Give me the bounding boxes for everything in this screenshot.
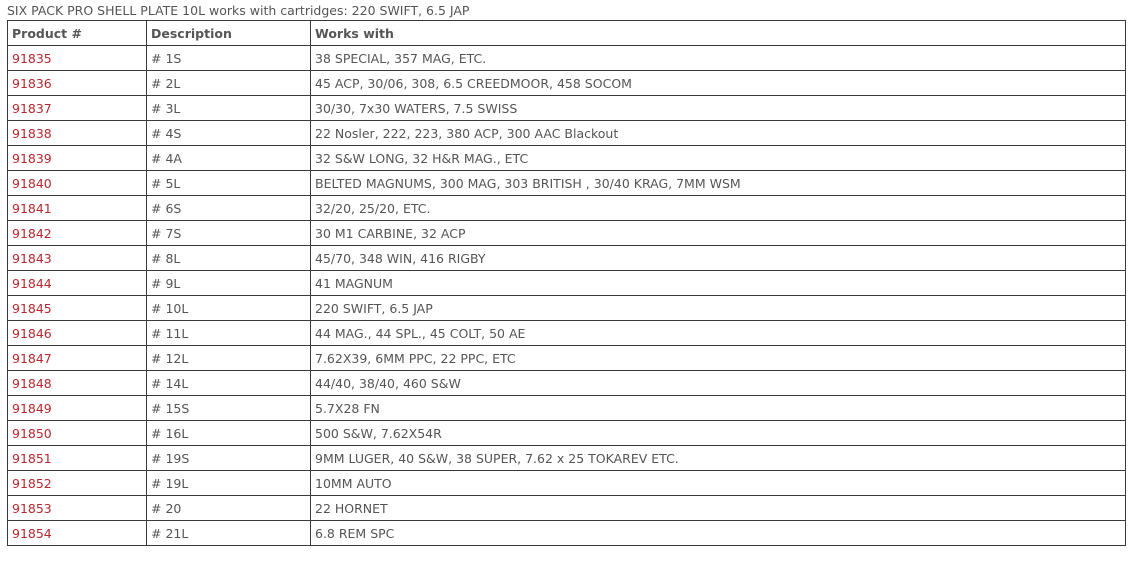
description-cell: # 15S <box>147 396 311 421</box>
product-number-link[interactable]: 91848 <box>12 375 52 391</box>
description-cell: # 10L <box>147 296 311 321</box>
product-number-cell <box>8 246 147 271</box>
description-cell: # 2L <box>147 71 311 96</box>
product-number-cell <box>8 221 147 246</box>
product-number-link[interactable]: 91851 <box>12 450 52 466</box>
works-with-cell: BELTED MAGNUMS, 300 MAG, 303 BRITISH , 30/40 KRAG, 7MM WSM <box>311 171 1126 196</box>
table-row <box>8 246 1126 271</box>
works-with-cell: 32 S&W LONG, 32 H&R MAG., ETC <box>311 146 1126 171</box>
product-number-cell <box>8 496 147 521</box>
works-with-cell: 22 Nosler, 222, 223, 380 ACP, 300 AAC Blackout <box>311 121 1126 146</box>
works-with-cell: 6.8 REM SPC <box>311 521 1126 546</box>
table-row <box>8 171 1126 196</box>
product-number-cell <box>8 271 147 296</box>
product-number-link[interactable]: 91852 <box>12 475 52 491</box>
shell-plate-table <box>7 20 1126 546</box>
table-row <box>8 46 1126 71</box>
description-cell: # 3L <box>147 96 311 121</box>
works-with-cell: 38 SPECIAL, 357 MAG, ETC. <box>311 46 1126 71</box>
table-row <box>8 421 1126 446</box>
description-cell: # 4S <box>147 121 311 146</box>
product-number-cell <box>8 346 147 371</box>
works-with-cell: 44 MAG., 44 SPL., 45 COLT, 50 AE <box>311 321 1126 346</box>
product-number-link[interactable]: 91841 <box>12 200 52 216</box>
table-body <box>8 46 1126 546</box>
product-number-link[interactable]: 91840 <box>12 175 52 191</box>
product-number-cell <box>8 296 147 321</box>
works-with-cell: 9MM LUGER, 40 S&W, 38 SUPER, 7.62 x 25 TOKAREV ETC. <box>311 446 1126 471</box>
works-with-cell: 22 HORNET <box>311 496 1126 521</box>
header-works-with: Works with <box>311 21 1126 46</box>
table-row <box>8 221 1126 246</box>
table-header <box>8 21 1126 46</box>
product-number-link[interactable]: 91847 <box>12 350 52 366</box>
product-number-cell <box>8 421 147 446</box>
works-with-cell: 500 S&W, 7.62X54R <box>311 421 1126 446</box>
description-cell: # 16L <box>147 421 311 446</box>
table-row <box>8 396 1126 421</box>
header-description: Description <box>147 21 311 46</box>
works-with-cell: 5.7X28 FN <box>311 396 1126 421</box>
product-number-link[interactable]: 91844 <box>12 275 52 291</box>
works-with-cell: 45/70, 348 WIN, 416 RIGBY <box>311 246 1126 271</box>
header-row <box>8 21 1126 46</box>
description-cell: # 21L <box>147 521 311 546</box>
description-cell: # 14L <box>147 371 311 396</box>
product-number-link[interactable]: 91849 <box>12 400 52 416</box>
table-row <box>8 96 1126 121</box>
table-row <box>8 446 1126 471</box>
description-cell: # 6S <box>147 196 311 221</box>
product-number-cell <box>8 71 147 96</box>
works-with-cell: 7.62X39, 6MM PPC, 22 PPC, ETC <box>311 346 1126 371</box>
product-number-link[interactable]: 91843 <box>12 250 52 266</box>
product-number-link[interactable]: 91845 <box>12 300 52 316</box>
product-number-cell <box>8 46 147 71</box>
table-row <box>8 321 1126 346</box>
product-number-cell <box>8 196 147 221</box>
product-number-link[interactable]: 91842 <box>12 225 52 241</box>
shell-plate-section <box>7 0 1125 546</box>
description-cell: # 4A <box>147 146 311 171</box>
product-number-link[interactable]: 91838 <box>12 125 52 141</box>
header-product-number: Product # <box>8 21 147 46</box>
product-number-link[interactable]: 91850 <box>12 425 52 441</box>
table-row <box>8 296 1126 321</box>
table-row <box>8 346 1126 371</box>
description-cell: # 19L <box>147 471 311 496</box>
description-cell: # 9L <box>147 271 311 296</box>
description-cell: # 5L <box>147 171 311 196</box>
works-with-cell: 44/40, 38/40, 460 S&W <box>311 371 1126 396</box>
table-row <box>8 121 1126 146</box>
table-row <box>8 71 1126 96</box>
works-with-cell: 30/30, 7x30 WATERS, 7.5 SWISS <box>311 96 1126 121</box>
table-row <box>8 271 1126 296</box>
table-row <box>8 146 1126 171</box>
product-number-cell <box>8 521 147 546</box>
product-number-cell <box>8 446 147 471</box>
table-row <box>8 521 1126 546</box>
product-number-cell <box>8 171 147 196</box>
description-cell: # 20 <box>147 496 311 521</box>
product-number-link[interactable]: 91846 <box>12 325 52 341</box>
works-with-cell: 45 ACP, 30/06, 308, 6.5 CREEDMOOR, 458 SOCOM <box>311 71 1126 96</box>
description-cell: # 11L <box>147 321 311 346</box>
product-number-cell <box>8 321 147 346</box>
description-cell: # 1S <box>147 46 311 71</box>
works-with-cell: 10MM AUTO <box>311 471 1126 496</box>
description-cell: # 7S <box>147 221 311 246</box>
table-row <box>8 496 1126 521</box>
description-cell: # 8L <box>147 246 311 271</box>
table-row <box>8 471 1126 496</box>
description-cell: # 12L <box>147 346 311 371</box>
product-number-cell <box>8 471 147 496</box>
product-number-link[interactable]: 91836 <box>12 75 52 91</box>
product-number-link[interactable]: 91839 <box>12 150 52 166</box>
product-number-cell <box>8 396 147 421</box>
works-with-cell: 30 M1 CARBINE, 32 ACP <box>311 221 1126 246</box>
table-caption: SIX PACK PRO SHELL PLATE 10L works with cartridges: 220 SWIFT, 6.5 JAP <box>7 3 470 18</box>
works-with-cell: 41 MAGNUM <box>311 271 1126 296</box>
product-number-cell <box>8 146 147 171</box>
product-number-cell <box>8 96 147 121</box>
product-number-link[interactable]: 91835 <box>12 50 52 66</box>
description-cell: # 19S <box>147 446 311 471</box>
works-with-cell: 32/20, 25/20, ETC. <box>311 196 1126 221</box>
table-row <box>8 371 1126 396</box>
product-number-cell <box>8 371 147 396</box>
works-with-cell: 220 SWIFT, 6.5 JAP <box>311 296 1126 321</box>
product-number-link[interactable]: 91853 <box>12 500 52 516</box>
table-row <box>8 196 1126 221</box>
product-number-link[interactable]: 91837 <box>12 100 52 116</box>
product-number-cell <box>8 121 147 146</box>
product-number-link[interactable]: 91854 <box>12 525 52 541</box>
